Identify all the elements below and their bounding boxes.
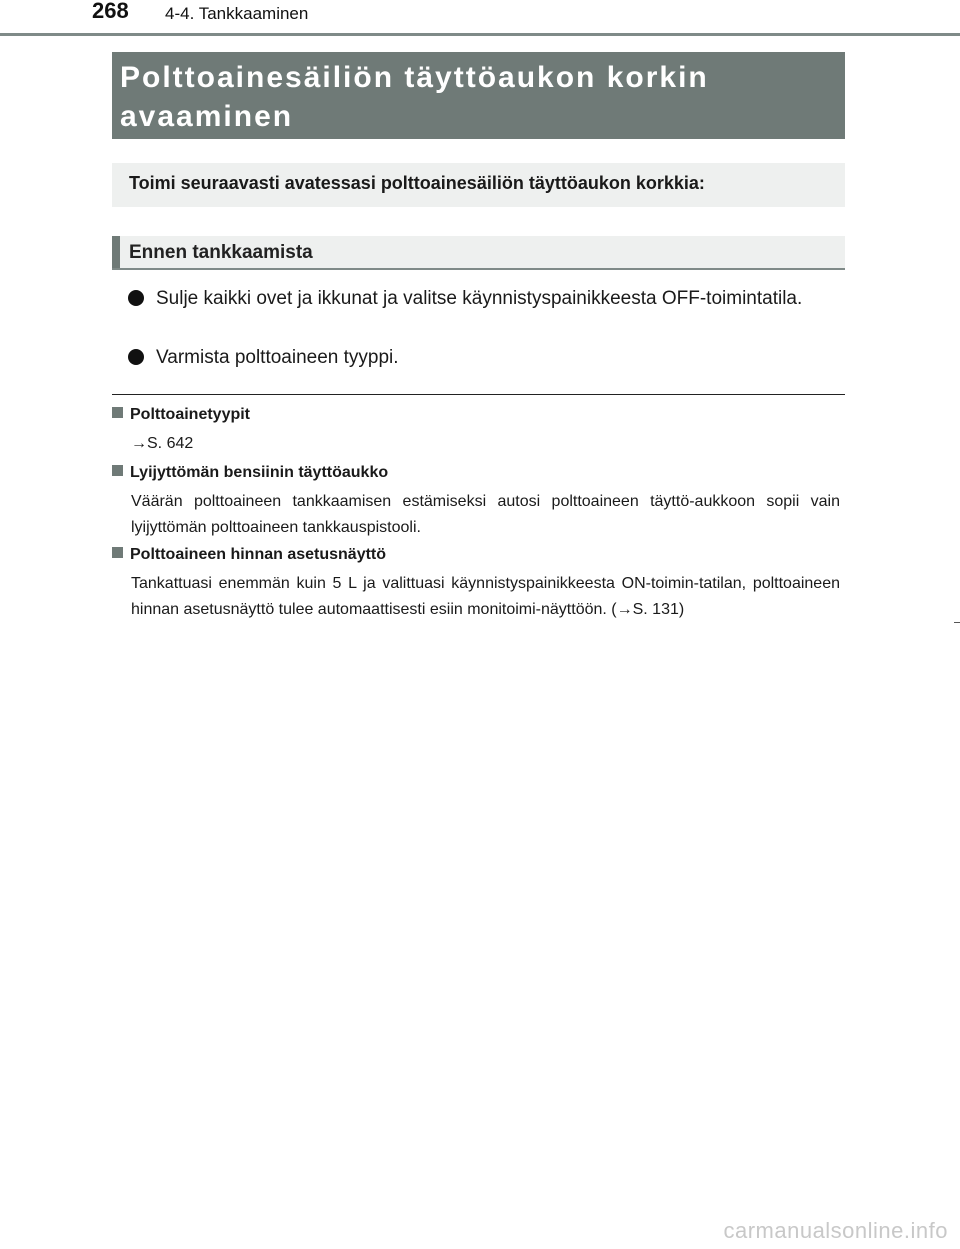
note-title-text: Polttoaineen hinnan asetusnäyttö [130,546,387,563]
subheading-accent-bar [112,236,120,268]
section-divider [112,394,845,395]
note-body: →S. 642 [131,435,194,452]
square-bullet-icon [112,407,123,418]
bullet-dot-icon [128,290,144,306]
note-body: Tankattuasi enemmän kuin 5 L ja valittuasi käynnistyspainikkeesta ON-toimin-tatilan, polttoaineen hinnan asetusnäyttö tulee automaattisesti esiin monitoimi-näyttöön. (→S. 131) [131,575,840,618]
note-title-text: Lyijyttömän bensiinin täyttöaukko [130,464,389,481]
note-title [112,406,250,424]
page-number: 268 [92,0,129,23]
subheading-box [112,236,845,270]
watermark[interactable]: carmanualsonline.info [723,1218,948,1243]
header-rule [0,33,960,36]
note-title [112,546,386,564]
page-title-line-2: avaaminen [120,100,294,133]
title-box [112,52,845,139]
intro-box [112,163,845,207]
margin-tick [954,622,960,623]
note-body: Väärän polttoaineen tankkaamisen estämiseksi autosi polttoaineen täyttö-aukkoon sopii vain lyijyttömän polttoaineen tankkauspistooli. [131,493,840,536]
bullet-item [128,341,840,374]
square-bullet-icon [112,465,123,476]
subheading: Ennen tankkaamista [129,242,313,263]
intro-text: Toimi seuraavasti avatessasi polttoainesäiliön täyttöaukon korkkia: [129,173,705,193]
section-label: 4-4. Tankkaaminen [165,4,309,23]
note-title-text: Polttoainetyypit [130,406,251,423]
note-title [112,464,388,482]
bullet-dot-icon [128,349,144,365]
bullet-text: Sulje kaikki ovet ja ikkunat ja valitse käynnistyspainikkeesta OFF-toimintatila. [156,288,803,309]
bullet-item [128,282,840,315]
square-bullet-icon [112,547,123,558]
bullet-text: Varmista polttoaineen tyyppi. [156,347,399,368]
page-title-line-1: Polttoainesäiliön täyttöaukon korkin [120,61,709,94]
